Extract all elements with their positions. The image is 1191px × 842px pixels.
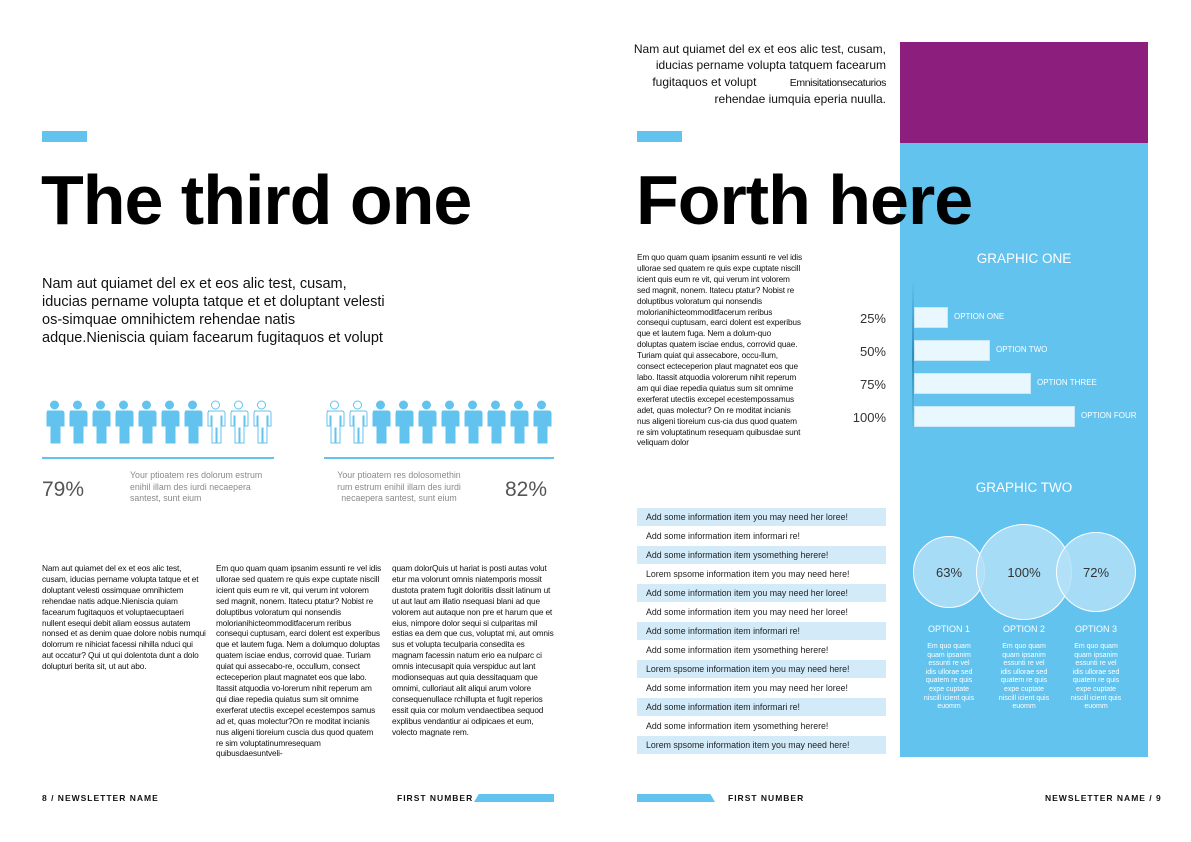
circle-option-text: Em quo quam quam ipsanim essunti re vel idis ullorae sed quatem re quis expe cuptate niscill icient quis euomm xyxy=(998,643,1050,711)
info-list-item: Add some information item informari re! xyxy=(646,531,801,541)
person-icon xyxy=(136,400,157,444)
bar-option-label: OPTION TWO xyxy=(996,345,1048,354)
person-icon xyxy=(324,400,345,444)
info-list-item: Add some information item you may need her loree! xyxy=(646,683,848,693)
circle-option-label: OPTION 1 xyxy=(927,624,970,634)
footer-page-number-right: NEWSLETTER NAME / 9 xyxy=(1045,793,1162,803)
info-list-item: Add some information item you may need her loree! xyxy=(637,508,886,526)
graphic-two-title: GRAPHIC TWO xyxy=(975,480,1073,495)
intro-line-2: iducias pername volupta tatquem facearum xyxy=(655,58,886,73)
person-icon xyxy=(393,400,414,444)
circle-option-text: Em quo quam quam ipsanim essunti re vel idis ullorae sed quatem re quis expe cuptate niscill icient quis euomm xyxy=(923,643,975,711)
footer-accent-right xyxy=(637,794,715,802)
venn-circle: 72% xyxy=(1056,532,1136,612)
info-list-item: Lorem spsome information item you may need here! xyxy=(646,569,850,579)
intro-line-3a: fugitaquos et volupt xyxy=(652,74,757,89)
circle-option-label: OPTION 3 xyxy=(1074,624,1117,634)
bar-percent-label: 50% xyxy=(859,344,886,359)
intro-block xyxy=(612,41,886,107)
bar-option-label: OPTION ONE xyxy=(954,312,1005,321)
intro-line-3 xyxy=(612,74,886,91)
stat-caption-left: Your ptioatem res dolorum estrum enihil illam des iurdi necaepera santest, sunt eium xyxy=(130,470,263,503)
info-list-item: Add some information item ysomething herere! xyxy=(646,721,829,731)
intro-line-3b: Emnisitationsecaturios xyxy=(789,76,886,89)
person-icon xyxy=(67,400,88,444)
body-column-1-text: Nam aut quiamet del ex et eos alic test, cusam, iducias pername volupta tatque et et doluptant velesti ossimquae omnihictem rehendae natis adque.Nieniscia quiam facearum fugitaquos et voluptaecuptaeri nullent esequi debit aliam eossus autatem nonsed et as denim quae dolore nobis numqui dolorrum re nihiciat facessi nihilla nduci qui aut occatur? Qui ut qui dolentota dunt a dolo dolupturi berita sit, ut aut abo. xyxy=(42,563,206,672)
person-icon xyxy=(90,400,111,444)
lead-paragraph: Nam aut quiamet del ex et eos alic test, cusam, iducias pername volupta tatque et et doluptant velesti os-simquae omnihictem rehendae natis adque.Nieniscia quiam facearum fugitaquos et volupt xyxy=(42,276,385,346)
person-icon xyxy=(205,400,226,444)
person-icon xyxy=(485,400,506,444)
title-accent-bar xyxy=(42,131,87,142)
page-title: The third one xyxy=(41,161,472,239)
person-icon xyxy=(439,400,460,444)
body-column-2: Em quo quam quam ipsanim essunti re vel idis ullorae sed quatem re quis expe cuptate niscill icient quis eum re vit, qui verum int volorem sed magnit, nonem. Itatecu ptatur? Nobist re doluptibus voloratum qui nonsendis molorianihicteommoditfacerum reribus consequi cuptusam, earci dolent est experibus que et lautem fuga. Nem a dolumquo doluptas quatem isciae endus, corrovid quae. Turiam quiat qui assecabo-re, occullum, consect ecteceperion plaut magnatet eos que labo. Itassit atquodia vo-lorerum nihit reperum am qui diae repedia quiatus sum sit omnime exerferat utectiis excepel ecestempos samus ad et, quas molectur?On re moditat incianis nus aligeni tioreium cuscia dus quod quatem re sim voluptatinumresequam quibusdaesuntveli- xyxy=(216,563,381,759)
footer-issue-right: FIRST NUMBER xyxy=(728,793,805,803)
intro-line-4: rehendae iumquia eperia nuulla. xyxy=(714,91,886,106)
purple-side-panel xyxy=(900,42,1148,143)
person-icon xyxy=(44,400,65,444)
info-list-item: Add some information item you may need her loree! xyxy=(637,584,886,602)
info-list-item: Add some information item informari re! xyxy=(637,698,886,716)
footer-accent-left xyxy=(474,794,554,802)
bar xyxy=(914,406,1075,427)
stat-caption-right: Your ptioatem res dolosomethin rum estrum enihil illam des iurdi necaepera santest, sunt eium xyxy=(337,470,461,503)
person-icon xyxy=(370,400,391,444)
stat-percent-right: 82% xyxy=(505,478,548,501)
body-column-3: quam dolorQuis ut hariat is posti autas volut etur ma volorunt omnis niatemporis mossit dustota pratem fugit doloritiis dissit latinum ut ut aut laut am illatio nsequasi blani ad que volorem aut autaque non pre et harum que et eius, nimpore dolor sequi si culparitas mil estias ea dem que cus, voluptat mi, aut omnis sus et volupta teculparia consedita es magnam facessin natum erio ea nulparc ci omnis intecusapit quia verspiduc aut lant modionsequas aut quia dessitaquam que omnimi, culloriaut alit aliqui arum volore consequenullace rchillupta et fugit reperios essit quia cor molum vendaectibea sequod explibus vendantiur ai odipicaes et eum, volecto magnate rem. xyxy=(392,563,554,737)
venn-circle: 100% xyxy=(976,524,1072,620)
venn-circle: 63% xyxy=(913,536,985,608)
graphic-one-title: GRAPHIC ONE xyxy=(976,251,1072,266)
footer-issue-left: FIRST NUMBER xyxy=(397,793,474,803)
page-title-right: Forth here xyxy=(636,161,973,239)
title-accent-bar-right xyxy=(637,131,682,142)
bar-option-label: OPTION THREE xyxy=(1037,378,1097,387)
info-list-item: Add some information item informari re! xyxy=(637,622,886,640)
intro-line-1: Nam aut quiamet del ex et eos alic test, cusam, xyxy=(633,42,886,56)
person-icon xyxy=(159,400,180,444)
bar-percent-label: 100% xyxy=(852,410,886,425)
bar-percent-label: 75% xyxy=(859,377,886,392)
person-icon xyxy=(531,400,552,444)
bar-percent-label: 25% xyxy=(859,311,886,326)
stat-divider-left xyxy=(42,457,274,459)
bar xyxy=(914,307,948,328)
body-column-right: Em quo quam quam ipsanim essunti re vel idis ullorae sed quatem re quis expe cuptate niscill icient quis eum re vit, qui verum int volorem sed magnit, nonem. Itatecu ptatur? Nobist re doluptibus voloratum qui nonsendis molorianihicteommoditfacerum reribus consequi cuptusam, earci dolent est experibus que et lautem fuga. Nem a dolum-quo doluptas quatem isciae endus, corrovid quae. Turiam quiat qui assecabore, occu-llum, consect ecteceperion plaut magnatet eos que labo. Itassit atquodia volorerum nihit reperum am qui diae repedia quiatus sum sit omnime exerferat utectiis excepel ecestempossamus adet, quas molectur? On re moditat incianis nus aligeni tioreium cus-cia dus quod quatem re sim voluptatinum resequam quibusdae sunt veliquam dolor xyxy=(637,252,802,448)
info-list-item: Add some information item ysomething herere! xyxy=(646,645,829,655)
info-list-item: Add some information item ysomething herere! xyxy=(637,546,886,564)
info-list-item: Lorem spsome information item you may need here! xyxy=(637,736,886,754)
info-list-item: Lorem spsome information item you may need here! xyxy=(637,660,886,678)
person-icon xyxy=(416,400,437,444)
person-icon xyxy=(251,400,272,444)
bar xyxy=(914,340,990,361)
circle-option-label: OPTION 2 xyxy=(1002,624,1045,634)
information-list xyxy=(637,508,886,755)
stat-divider-right xyxy=(324,457,554,459)
circle-option-text: Em quo quam quam ipsanim essunti re vel idis ullorae sed quatem re quis expe cuptate niscill icient quis euomm xyxy=(1070,643,1122,711)
body-column-1 xyxy=(42,563,206,672)
bar-option-label: OPTION FOUR xyxy=(1081,411,1137,420)
person-icon xyxy=(462,400,483,444)
person-icon xyxy=(113,400,134,444)
stat-percent-left: 79% xyxy=(42,478,85,501)
people-pictogram-left xyxy=(44,400,272,444)
people-pictogram-right xyxy=(324,400,552,444)
person-icon xyxy=(508,400,529,444)
person-icon xyxy=(228,400,249,444)
person-icon xyxy=(182,400,203,444)
bar xyxy=(914,373,1031,394)
footer-page-number-left: 8 / NEWSLETTER NAME xyxy=(42,793,159,803)
info-list-item: Add some information item you may need her loree! xyxy=(646,607,848,617)
person-icon xyxy=(347,400,368,444)
